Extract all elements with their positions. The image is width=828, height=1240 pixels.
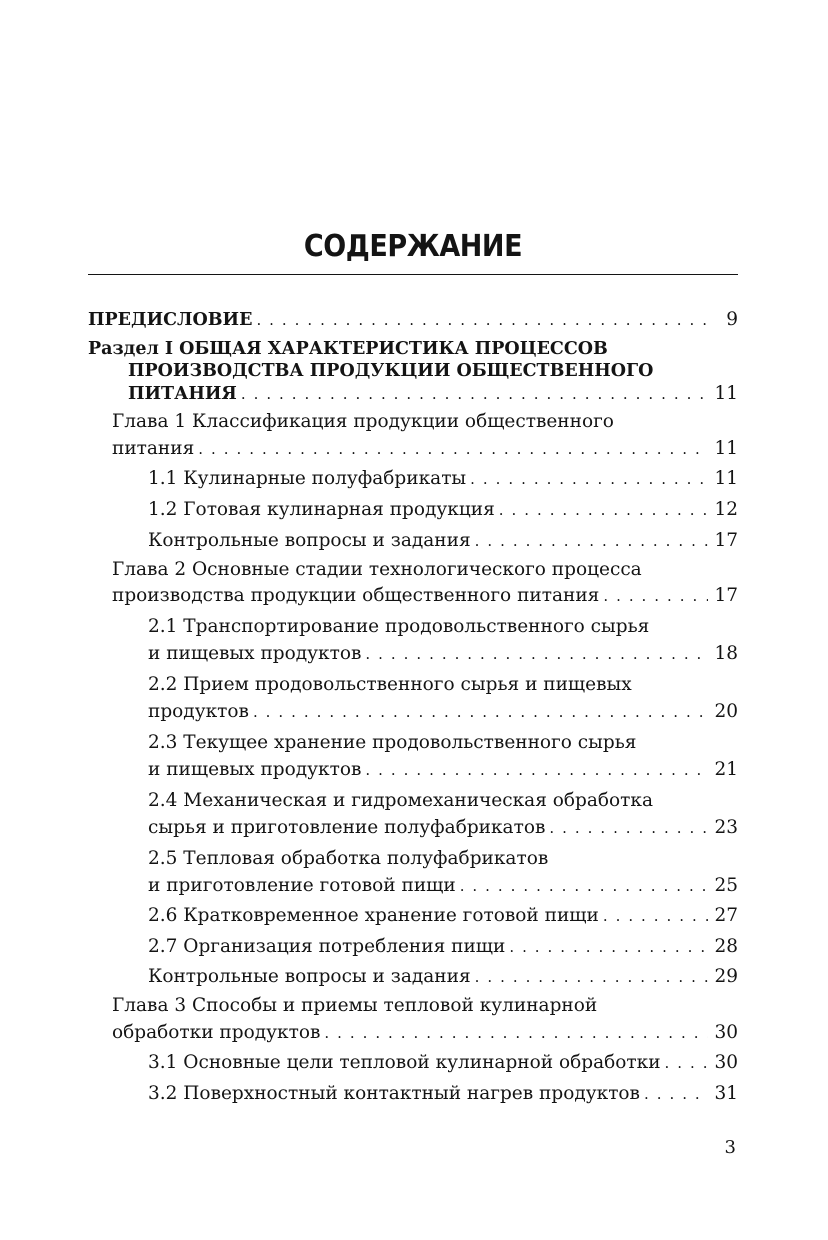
toc-entry-chapter-1-line-1[interactable]: Глава 1 Классификация продукции общественного [112, 411, 614, 432]
toc-entry-chapter-3-line-1[interactable]: Глава 3 Способы и приемы тепловой кулинарной [112, 995, 598, 1016]
toc-entry-ch2-questions[interactable]: Контрольные вопросы и задания . . . 29 [148, 965, 738, 989]
toc-entry-section-1-line-3[interactable]: ПИТАНИЯ . . . 11 [128, 382, 738, 406]
toc-entry-section-1-line-2[interactable]: ПРОИЗВОДСТВА ПРОДУКЦИИ ОБЩЕСТВЕННОГО [128, 361, 654, 381]
toc-entry-1-2[interactable]: 1.2 Готовая кулинарная продукция . . . 12 [148, 498, 738, 522]
toc-entry-1-1[interactable]: 1.1 Кулинарные полуфабрикаты . . . 11 [148, 467, 738, 491]
toc-entry-preface[interactable]: ПРЕДИСЛОВИЕ . . . 9 [88, 308, 738, 332]
toc-entry-2-4-line-1[interactable]: 2.4 Механическая и гидромеханическая обработка [148, 790, 654, 811]
toc-entry-2-5-line-1[interactable]: 2.5 Тепловая обработка полуфабрикатов [148, 848, 549, 869]
toc-entry-section-1-line-1[interactable]: Раздел I ОБЩАЯ ХАРАКТЕРИСТИКА ПРОЦЕССОВ [88, 339, 608, 359]
toc-entry-2-1-line-1[interactable]: 2.1 Транспортирование продовольственного сырья [148, 616, 650, 637]
toc-entry-2-3-line-1[interactable]: 2.3 Текущее хранение продовольственного сырья [148, 732, 637, 753]
title-rule [88, 274, 738, 275]
toc-entry-2-2-line-1[interactable]: 2.2 Прием продовольственного сырья и пищевых [148, 674, 632, 695]
toc-entry-2-4-line-2[interactable]: сырья и приготовление полуфабрикатов . . . 23 [148, 816, 738, 840]
page-number: 3 [724, 1137, 736, 1158]
toc-entry-2-5-line-2[interactable]: и приготовление готовой пищи . . . 25 [148, 874, 738, 898]
toc-entry-chapter-2-line-2[interactable]: производства продукции общественного питания . . . 17 [112, 584, 738, 608]
page-title: СОДЕРЖАНИЕ [303, 229, 523, 264]
toc-entry-ch1-questions[interactable]: Контрольные вопросы и задания . . . 17 [148, 529, 738, 553]
toc-entry-chapter-1-line-2[interactable]: питания . . . 11 [112, 437, 738, 461]
toc-entry-chapter-2-line-1[interactable]: Глава 2 Основные стадии технологического процесса [112, 559, 642, 580]
toc-entry-2-7[interactable]: 2.7 Организация потребления пищи . . . 28 [148, 935, 738, 959]
toc-entry-2-3-line-2[interactable]: и пищевых продуктов . . . 21 [148, 758, 738, 782]
toc-entry-2-1-line-2[interactable]: и пищевых продуктов . . . 18 [148, 642, 738, 666]
toc-entry-3-2[interactable]: 3.2 Поверхностный контактный нагрев продуктов . . . 31 [148, 1082, 738, 1106]
toc-entry-3-1[interactable]: 3.1 Основные цели тепловой кулинарной обработки . . . 30 [148, 1051, 738, 1075]
toc-entry-chapter-3-line-2[interactable]: обработки продуктов . . . 30 [112, 1021, 738, 1045]
toc-entry-2-2-line-2[interactable]: продуктов . . . 20 [148, 700, 738, 724]
toc-entry-2-6[interactable]: 2.6 Кратковременное хранение готовой пищи . . . 27 [148, 904, 738, 928]
